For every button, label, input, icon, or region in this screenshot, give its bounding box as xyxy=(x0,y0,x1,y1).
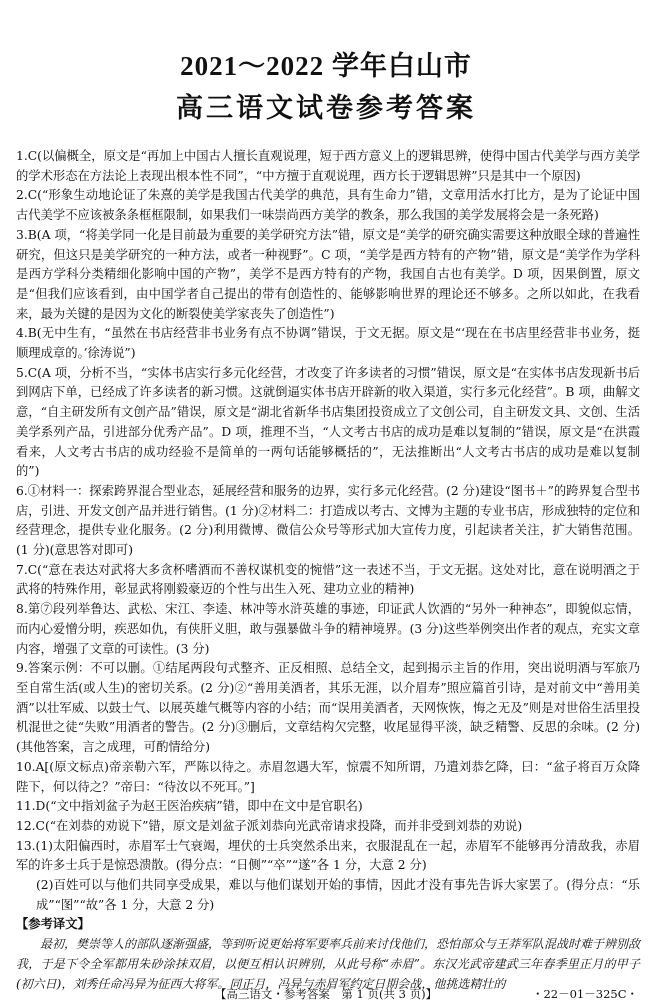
answer-10: 10.A[(原文标点)帝亲勒六军，严陈以待之。赤眉忽遇大军，惊震不知所谓，乃遣刘恭乞降，曰：“盆子将百万众降陛下，何以待之？”帝曰：“待汝以不死耳。”] xyxy=(16,759,640,794)
reference-translation-text: 最初，樊崇等人的部队逐渐强盛，等到听说更始将军要率兵前来讨伐他们，恐怕部众与王莽军队混战时难于辨别敌我，于是下令全军都用朱砂涂抹双眉，以便互相认识辨别，从此号称“赤眉”。东汉光武帝建武三年春季里正月的甲子(初六日)，刘秀任命冯异为征西大将军。同正月，冯异与赤眉军约定日期会战，他挑选精壮的 xyxy=(16,937,641,991)
answer-13-part-2: (2)百姓可以与他们共同享受成果，难以与他们谋划开始的事情，因此才没有事先告诉大家罢了。(得分点：“乐成”“图”“故”各 1 分，大意 2 分) xyxy=(36,878,640,912)
answer-8: 8.第⑦段列举鲁达、武松、宋江、李逵、林冲等水浒英雄的事迹，印证武人饮酒的“另外一种神态”，即貌似忘情，而内心爱憎分明，疾恶如仇，有侠肝义胆，敢与强暴做斗争的精神境界。(3 分)这些举例突出作者的观点，充实文章内容，增强了文章的可读性。(3 分) xyxy=(16,602,640,656)
page-number-label: 【高三语文・参考答案 第 1 页(共 3 页)】 xyxy=(214,987,438,1001)
answer-7: 7.C(“意在表达对武将大多贪杯嗜酒而不善权谋机变的惋惜”这一表述不当，于文无据。这处对比，意在说明酒之于武将的特殊作用，彰显武将刚毅豪迈的个性与出生入死、建功立业的精神) xyxy=(16,562,640,597)
title-line-2: 高三语文试卷参考答案 xyxy=(176,93,476,124)
answer-5: 5.C(A 项，分析不当，“实体书店实行多元化经营，才改变了许多读者的习惯”错误，原文是“在实体书店发现新书后到网店下单，已经成了许多读者的新习惯。这就倒逼实体书店开辟新的收入渠道，实行多元化经营”。B 项，曲解文意，“自主研发所有文创产品”错误，原文是“湖北省新华书店集团投资成立了文创公司，自主研发文具、文创、生活美学系列产品，引进部分优秀产品”。D 项，推理不当，“人文考古书店的成功是难以复制的”错误，原文是“在洪霞看来，人文考古书店的成功经验不是简单的一两句话能够概括的”，无法推断出“人文考古书店的成功是难以复制的”) xyxy=(16,365,640,479)
answer-2: 2.C(“形象生动地论证了朱熹的美学是我国古代美学的典范，具有生命力”错，文章用活水打比方，是为了论证中国古代美学不应该被条条框框限制，如果我们一味崇尚西方美学的教条，那么我国的美学发展将会是一条死路) xyxy=(16,188,640,223)
answer-6: 6.①材料一：探索跨界混合型业态，延展经营和服务的边界，实行多元化经营。(2 分)建设“图书＋”的跨界复合型书店，引进、开发文创产品并进行销售。(1 分)②材料二：打造成以考古、文博为主题的专业书店，形成独特的定位和经营理念，提供专业化服务。(2 分)利用微博、微信公众号等形式加大宣传力度，引起读者关注，扩大销售范围。(1 分)(意思答对即可) xyxy=(16,483,640,558)
answer-1: 1.C(以偏概全，原文是“再加上中国古人擅长直观说理，短于西方意义上的逻辑思辨，使得中国古代美学与西方美学的学术形态在方法论上表现出根本性不同”，“中方擅于直观说理，西方长于逻辑思辨”只是其中一个原因) xyxy=(16,149,640,183)
answer-content xyxy=(16,147,640,994)
answer-4: 4.B(无中生有，“虽然在书店经营非书业务有点不协调”错误，于文无据。原文是“‘现在在书店里经营非书业务，挺顺理成章的。’徐涛说”) xyxy=(16,326,640,361)
reference-translation-heading: 【参考译文】 xyxy=(16,917,90,932)
answer-9: 9.答案示例：不可以删。①结尾两段句式整齐、正反相照、总结全文，起到揭示主旨的作用，突出说明酒与军旅乃至自常生活(或人生)的密切关系。(2 分)②“善用美酒者，其乐无涯，以介眉寿”照应篇首引诗，是对前文中“善用美酒”以壮军威、以鼓士气、以展英雄气概等内容的小结；而“误用美酒者，天网恢恢，悔之无及”则是对世俗生活里投机混世之徒“失败”用酒者的警告。(2 分)③删后，文章结构欠完整，收尾显得平淡，缺乏精警、反思的余味。(2 分)(其他答案，言之成理，可酌情给分) xyxy=(16,661,640,755)
answer-12: 12.C(“在刘恭的劝说下”错，原文是刘盆子派刘恭向光武帝请求投降，而并非受到刘恭的劝说) xyxy=(16,818,523,833)
document-code: ・22－01－325C・ xyxy=(531,987,638,1001)
answer-11: 11.D(“文中指刘盆子为赵王医治疾病”错，即中在文中是官职名) xyxy=(16,799,363,814)
answer-3: 3.B(A 项，“将美学同一化是目前最为重要的美学研究方法”错，原文是“美学的研究确实需要这种放眼全球的普遍性研究，但这只是美学研究的一种方法，或者一种视野”。C 项，“美学是西方特有的产物”错，原文是“美学作为学科是西方学科分类精细化影响中国的产物”，美学不是西方特有的产物，我国自古也有美学。D 项，因果倒置，原文是“但我们应该看到，由中国学者自己提出的带有创造性的、能够影响世界的理论还不够多。之所以如此，在我看来，最为关键的是因为文化的断裂使美学家丧失了创造性”) xyxy=(16,227,640,321)
answer-13-part-1: 13.(1)太阳偏西时，赤眉军士气衰竭，埋伏的士兵突然杀出来，衣服混乱在一起，赤眉军不能够再分清敌我，赤眉军的许多士兵于是惊恐溃散。(得分点：“日侧”“卒”“遂”各 1 分，大意 2 分) xyxy=(16,838,640,873)
title-line-1: 2021～2022 学年白山市 xyxy=(180,51,472,81)
